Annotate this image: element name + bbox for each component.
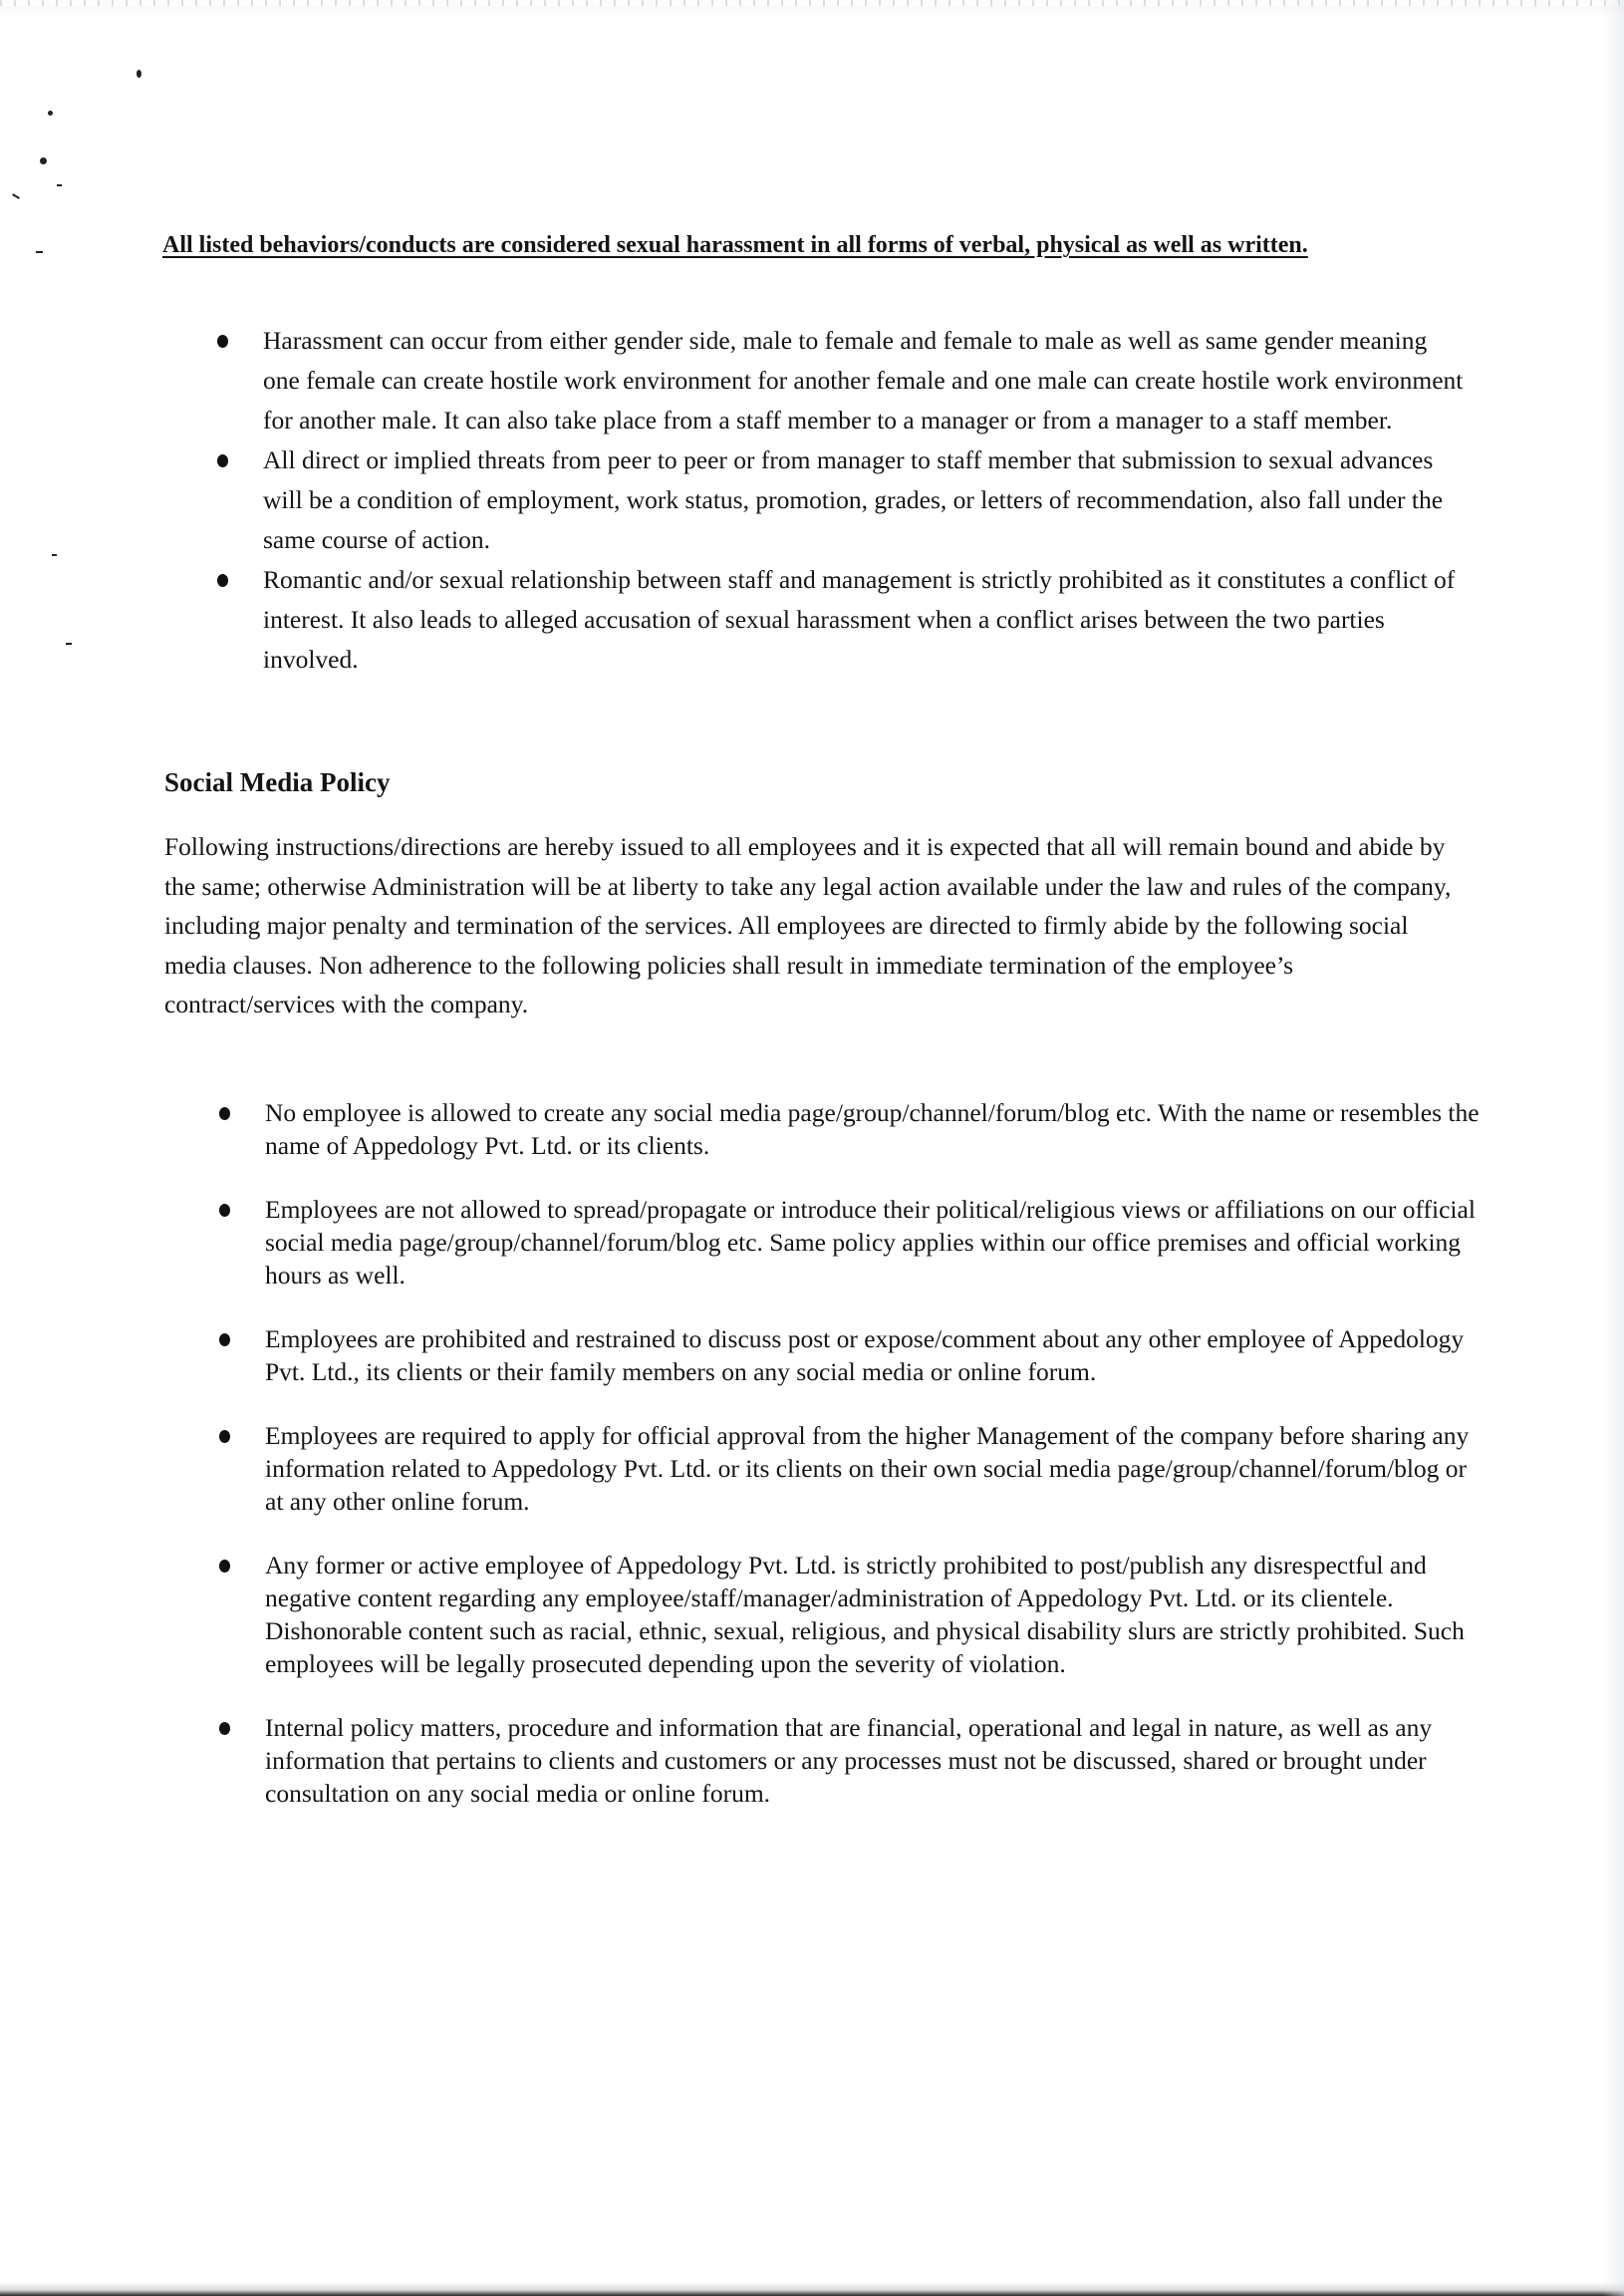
bullet-icon (219, 1107, 230, 1120)
list-item (265, 1419, 1486, 1518)
list-item-text: Employees are not allowed to spread/propagate or introduce their political/religious views or affiliations on our official social media page/group/channel/forum/blog etc. Same policy applies within our office premises and official working hours as well. (265, 1195, 1476, 1290)
list-item-text: Harassment can occur from either gender side, male to female and female to male as well as same gender meaning one female can create hostile work environment for another female and one male can create hostile work environment for another male. It can also take place from a staff member to a manager or from a manager to a staff member. (263, 326, 1464, 434)
list-item-text: Any former or active employee of Appedology Pvt. Ltd. is strictly prohibited to post/publish any disrespectful and negative content regarding any employee/staff/manager/administration of Appedology Pvt. Ltd. or its clientele. Dishonorable content such as racial, ethnic, sexual, religious, and physical disability slurs are strictly prohibited. Such employees will be legally prosecuted depending upon the severity of violation. (265, 1551, 1465, 1678)
list-item (263, 440, 1469, 560)
scan-speck (66, 643, 72, 645)
harassment-points-list (263, 321, 1469, 680)
bullet-icon (219, 1722, 230, 1735)
list-item (265, 1549, 1486, 1680)
list-item-text: Romantic and/or sexual relationship between staff and management is strictly prohibited as it constitutes a conflict of interest. It also leads to alleged accusation of sexual harassment when a conflict arises between the two parties involved. (263, 565, 1456, 674)
list-item-text: Employees are required to apply for official approval from the higher Management of the company before sharing any information related to Appedology Pvt. Ltd. or its clients on their own social media page/group/channel/forum/blog or at any other online forum. (265, 1421, 1470, 1516)
bullet-icon (219, 1560, 230, 1573)
scan-artifact-right-edge (1602, 0, 1624, 2296)
bullet-icon (217, 574, 228, 587)
social-media-policy-intro: Following instructions/directions are hereby issued to all employees and it is expected that all will remain bound and abide by the same; otherwise Administration will be at liberty to take any legal action available under the law and rules of the company, including major penalty and termination of the services. All employees are directed to firmly abide by the following social media clauses. Non adherence to the following policies shall result in immediate termination of the employee’s contract/services with the company. (164, 832, 1452, 1018)
list-item-text: All direct or implied threats from peer to peer or from manager to staff member that submission to sexual advances will be a condition of employment, work status, promotion, grades, or letters of recommendation, also fall under the same course of action. (263, 445, 1444, 554)
scan-speck (36, 251, 43, 253)
list-item-text: Employees are prohibited and restrained to discuss post or expose/comment about any other employee of Appedology Pvt. Ltd., its clients or their family members on any social media or online forum. (265, 1324, 1465, 1386)
bullet-icon (219, 1333, 230, 1346)
scan-speck (40, 157, 47, 164)
bullet-icon (217, 454, 228, 467)
scan-artifact-top-edge (0, 0, 1624, 6)
bullet-icon (219, 1430, 230, 1443)
list-item (265, 1711, 1486, 1810)
list-item (263, 560, 1469, 680)
list-item (265, 1096, 1486, 1162)
list-item-text: No employee is allowed to create any social media page/group/channel/forum/blog etc. With the name or resembles the name of Appedology Pvt. Ltd. or its clients. (265, 1098, 1480, 1160)
list-item (263, 321, 1469, 440)
scan-speck (12, 193, 20, 199)
social-media-clauses-list (265, 1096, 1486, 1841)
list-item (265, 1193, 1486, 1292)
scan-speck (136, 70, 141, 78)
list-item (265, 1322, 1486, 1388)
scan-speck (52, 554, 57, 556)
harassment-intro-heading: All listed behaviors/conducts are considered sexual harassment in all forms of verbal, physical as well as written. (162, 232, 1308, 258)
bullet-icon (219, 1204, 230, 1217)
scan-speck (57, 184, 62, 186)
social-media-policy-heading: Social Media Policy (164, 767, 391, 797)
scan-speck (48, 111, 53, 116)
bullet-icon (217, 335, 228, 348)
list-item-text: Internal policy matters, procedure and information that are financial, operational and legal in nature, as well as any information that pertains to clients and customers or any processes must not be discussed, shared or brought under consultation on any social media or online forum. (265, 1713, 1433, 1808)
